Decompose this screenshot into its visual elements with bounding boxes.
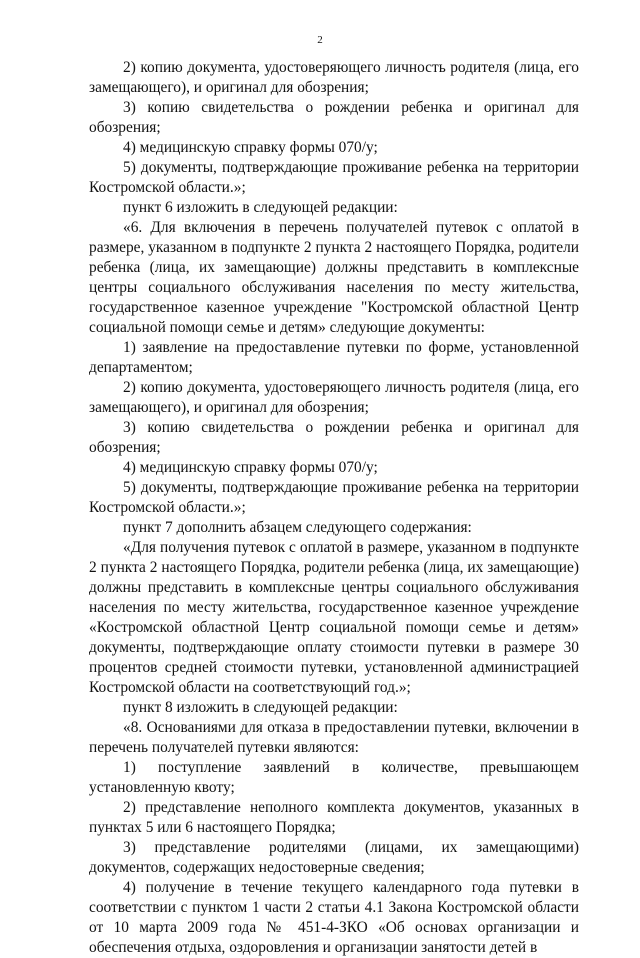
paragraph: «6. Для включения в перечень получателей путевок с оплатой в размере, указанном в подпункте 2 пункта 2 настоящего Порядка, родители ребенка (лица, их замещающие) должны представить в комплексные центры социального обслуживания населения по месту жительства, государственное казенное учреждение "Костромской областной Центр социальной помощи семье и детям» следующие документы: [89, 219, 579, 336]
paragraph: «8. Основаниями для отказа в предоставлении путевки, включении в перечень получателей путевки являются: [89, 719, 579, 756]
paragraph: 3) копию свидетельства о рождении ребенка и оригинал для обозрения; [89, 99, 579, 136]
document-body [89, 58, 579, 958]
paragraph: 4) медицинскую справку формы 070/у; [123, 459, 378, 476]
paragraph: пункт 6 изложить в следующей редакции: [123, 199, 398, 216]
paragraph: 2) копию документа, удостоверяющего личность родителя (лица, его замещающего), и оригинал для обозрения; [89, 379, 579, 416]
paragraph: пункт 7 дополнить абзацем следующего содержания: [123, 519, 472, 536]
paragraph: 4) получение в течение текущего календарного года путевки в соответствии с пунктом 1 части 2 статьи 4.1 Закона Костромской области от 10 марта 2009 года № 451-4-ЗКО «Об основах организации и обеспечения отдыха, оздоровления и организации занятости детей в [89, 879, 579, 956]
paragraph: 1) заявление на предоставление путевки по форме, установленной департаментом; [89, 339, 579, 376]
paragraph: 1) поступление заявлений в количестве, превышающем установленную квоту; [89, 759, 579, 796]
paragraph: 2) копию документа, удостоверяющего личность родителя (лица, его замещающего), и оригинал для обозрения; [89, 59, 579, 96]
paragraph: 3) копию свидетельства о рождении ребенка и оригинал для обозрения; [89, 419, 579, 456]
paragraph: пункт 8 изложить в следующей редакции: [123, 699, 398, 716]
paragraph: 2) представление неполного комплекта документов, указанных в пунктах 5 или 6 настоящего Порядка; [89, 799, 579, 836]
paragraph: 5) документы, подтверждающие проживание ребенка на территории Костромской области.»; [89, 479, 579, 516]
paragraph: 4) медицинскую справку формы 070/у; [123, 139, 378, 156]
page-number: 2 [317, 34, 323, 46]
paragraph: 3) представление родителями (лицами, их замещающими) документов, содержащих недостоверные сведения; [89, 839, 579, 876]
paragraph: 5) документы, подтверждающие проживание ребенка на территории Костромской области.»; [89, 159, 579, 196]
paragraph: «Для получения путевок с оплатой в размере, указанном в подпункте 2 пункта 2 настоящего Порядка, родители ребенка (лица, их замещающие) должны представить в комплексные центры социального обслуживания населения по месту жительства, государственное казенное учреждение «Костромской областной Центр социальной помощи семье и детям» документы, подтверждающие оплату стоимости путевки в размере 30 процентов средней стоимости путевки, установленной администрацией Костромской области на соответствующий год.»; [89, 539, 579, 696]
